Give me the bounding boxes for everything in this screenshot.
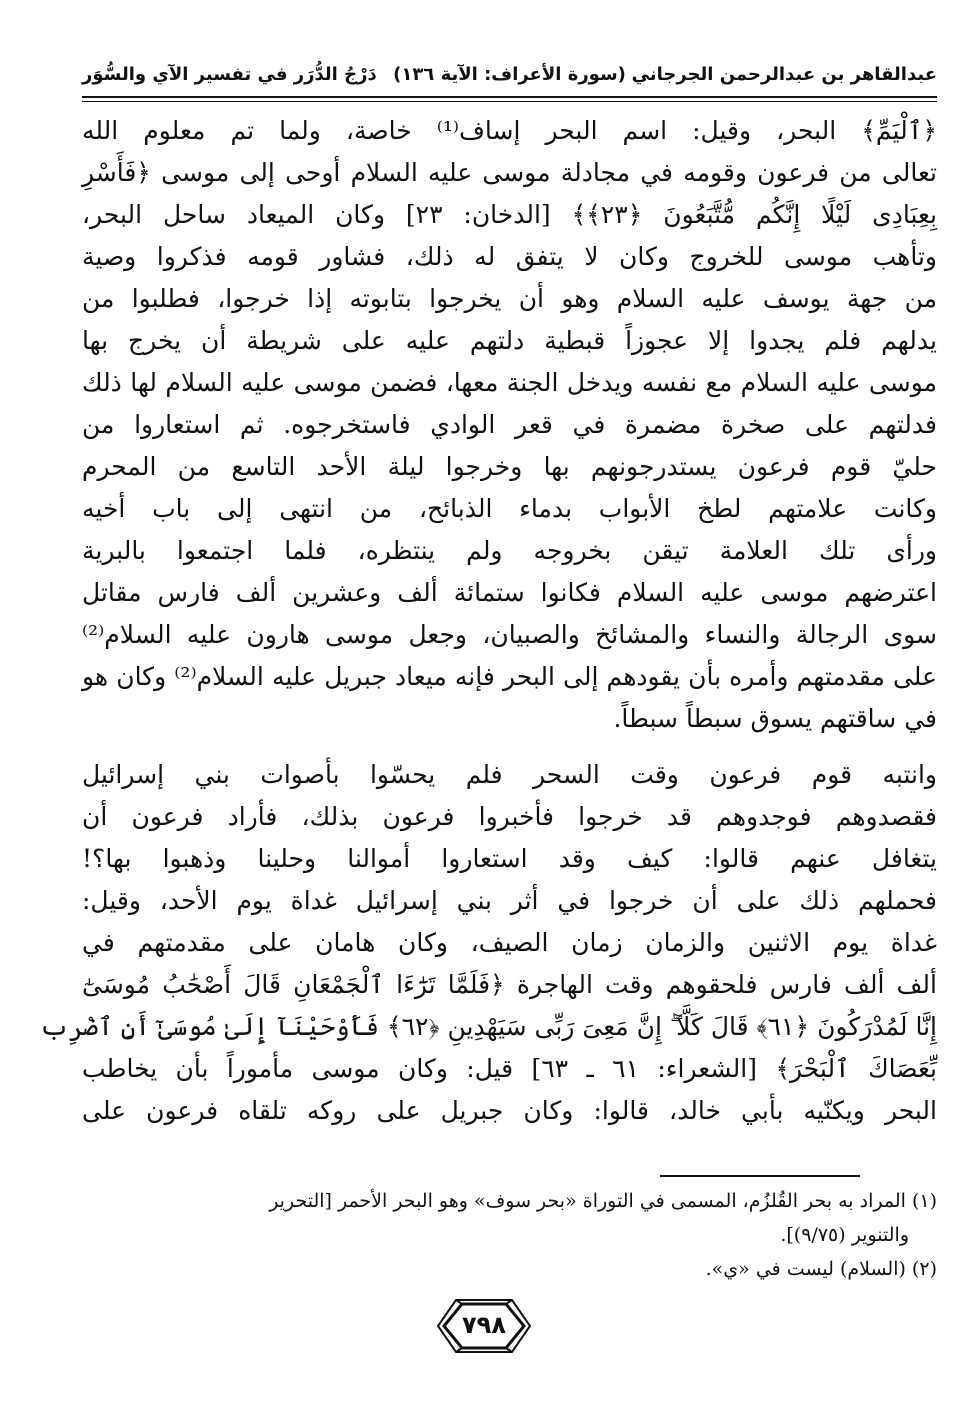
text-line: بِّعَصَاكَ ٱلْبَحْرَ﴾ [الشعراء: ٦١ ـ ٦٣] قيل: وكان موسى مأموراً بأن يخاطب	[82, 1054, 937, 1083]
text-line: حليّ قوم فرعون يستدرجونهم بها وخرجوا ليلة الأحد التاسع من المحرم	[82, 452, 937, 481]
footnote-line: والتنوير (٩/٧٥)].	[780, 1224, 909, 1246]
text-line: على مقدمتهم وأمره بأن يقودهم إلى البحر فإنه ميعاد جبريل عليه السلام⁽²⁾ وكان هو	[82, 662, 937, 691]
text-line: ورأى تلك العلامة تيقن بخروجه ولم ينتظره، فلما اجتمعوا بالبرية	[82, 536, 937, 565]
text-line: فحملهم ذلك على أن خرجوا في أثر بني إسرائيل غداة يوم الأحد، وقيل:	[82, 886, 937, 915]
footnote-line: (١) المراد به بحر القُلزُم، المسمى في التوراة «بحر سوف» وهو البحر الأحمر [التحرير	[269, 1190, 937, 1212]
header-author: عبدالقاهر بن عبدالرحمن الجرجاني	[631, 64, 937, 85]
text-line: يدلهم فلم يجدوا إلا عجوزاً قبطية دلتهم عليه على شريطة أن يخرج بها	[82, 326, 937, 355]
text-line: من جهة يوسف عليه السلام وهو أن يخرجوا بتابوته إذا خرجوا، فطلبوا من	[82, 284, 937, 313]
text-line: اعترضهم موسى عليه السلام فكانوا ستمائة ألف وعشرين ألف فارس مقاتل	[82, 578, 937, 607]
text-line: غداة يوم الاثنين والزمان زمان الصيف، وكان هامان على مقدمتهم في	[82, 928, 937, 957]
running-header	[82, 60, 937, 90]
text-line: فقصدوهم فوجدوهم قد خرجوا فأخبروا فرعون بذلك، فأراد فرعون أن	[82, 802, 937, 831]
text-line: فدلتهم على صخرة مضمرة في قعر الوادي فاستخرجوه. ثم استعاروا من	[82, 410, 937, 439]
text-line: يتغافل عنهم قالوا: كيف وقد استعاروا أموالنا وحلينا وذهبوا بها؟!	[82, 844, 937, 873]
main-text	[39, 110, 938, 1132]
text-line: بِعِبَادِى لَيْلًا إِنَّكُم مُّتَّبَعُونَ ﴿٢٣﴾﴾ [الدخان: ٢٣] وكان الميعاد ساحل البحر،	[82, 200, 938, 229]
page-number-ornament	[434, 1298, 534, 1354]
footnote-line: (٢) (السلام) ليست في «ي».	[705, 1258, 937, 1280]
text-line: ألف ألف فارس فلحقوهم وقت الهاجرة ﴿فَلَمَّا تَرَٰٓءَا ٱلْجَمْعَانِ قَالَ أَصْحَٰبُ مُوسَىٰٓ	[82, 970, 937, 999]
text-line: موسى عليه السلام مع نفسه ويدخل الجنة معها، فضمن موسى عليه السلام لها ذلك	[82, 368, 937, 397]
header-book-title: دَرْجُ الدُّرَر في تفسير الآي والسُّوَر	[82, 64, 377, 85]
footnotes	[82, 1184, 937, 1286]
text-line: وتأهب موسى للخروج وكان لا يتفق له ذلك، فشاور قومه فذكروا وصية	[82, 242, 937, 271]
text-line: البحر ويكنّيه بأبي خالد، قالوا: وكان جبريل على روكه تلقاه فرعون على	[82, 1096, 937, 1125]
text-line: سوى الرجالة والنساء والمشائخ والصبيان، وجعل موسى هارون عليه السلام⁽²⁾	[82, 620, 937, 649]
header-surah: (سورة الأعراف: الآية ١٣٦)	[393, 64, 626, 85]
text-line: في ساقتهم يسوق سبطاً سبطاً.	[613, 704, 937, 733]
footnote-rule	[660, 1175, 860, 1177]
text-line: وكانت علامتهم لطخ الأبواب بدماء الذبائح، من انتهى إلى باب أخيه	[82, 494, 937, 523]
text-line: ﴿ٱلْيَمِّ﴾ البحر، وقيل: اسم البحر إساف⁽¹⁾ خاصة، ولما تم معلوم الله	[82, 116, 937, 145]
text-line: تعالى من فرعون وقومه في مجادلة موسى عليه السلام أوحى إلى موسى ﴿فَأَسْرِ	[82, 158, 937, 187]
header-rule	[82, 96, 937, 102]
text-line: إِنَّا لَمُدْرَكُونَ ﴿٦١﴾ قَالَ كَلَّآ ۖ إِنَّ مَعِىَ رَبِّى سَيَهْدِينِ ﴿٦٢﴾ فَأَوْحَيْنَآ إِلَىٰ مُوسَىٰٓ أَنِ ٱضْرِب	[39, 1012, 937, 1041]
text-line: وانتبه قوم فرعون وقت السحر فلم يحسّوا بأصوات بني إسرائيل	[82, 760, 937, 789]
page-number: ٧٩٨	[462, 1311, 506, 1339]
